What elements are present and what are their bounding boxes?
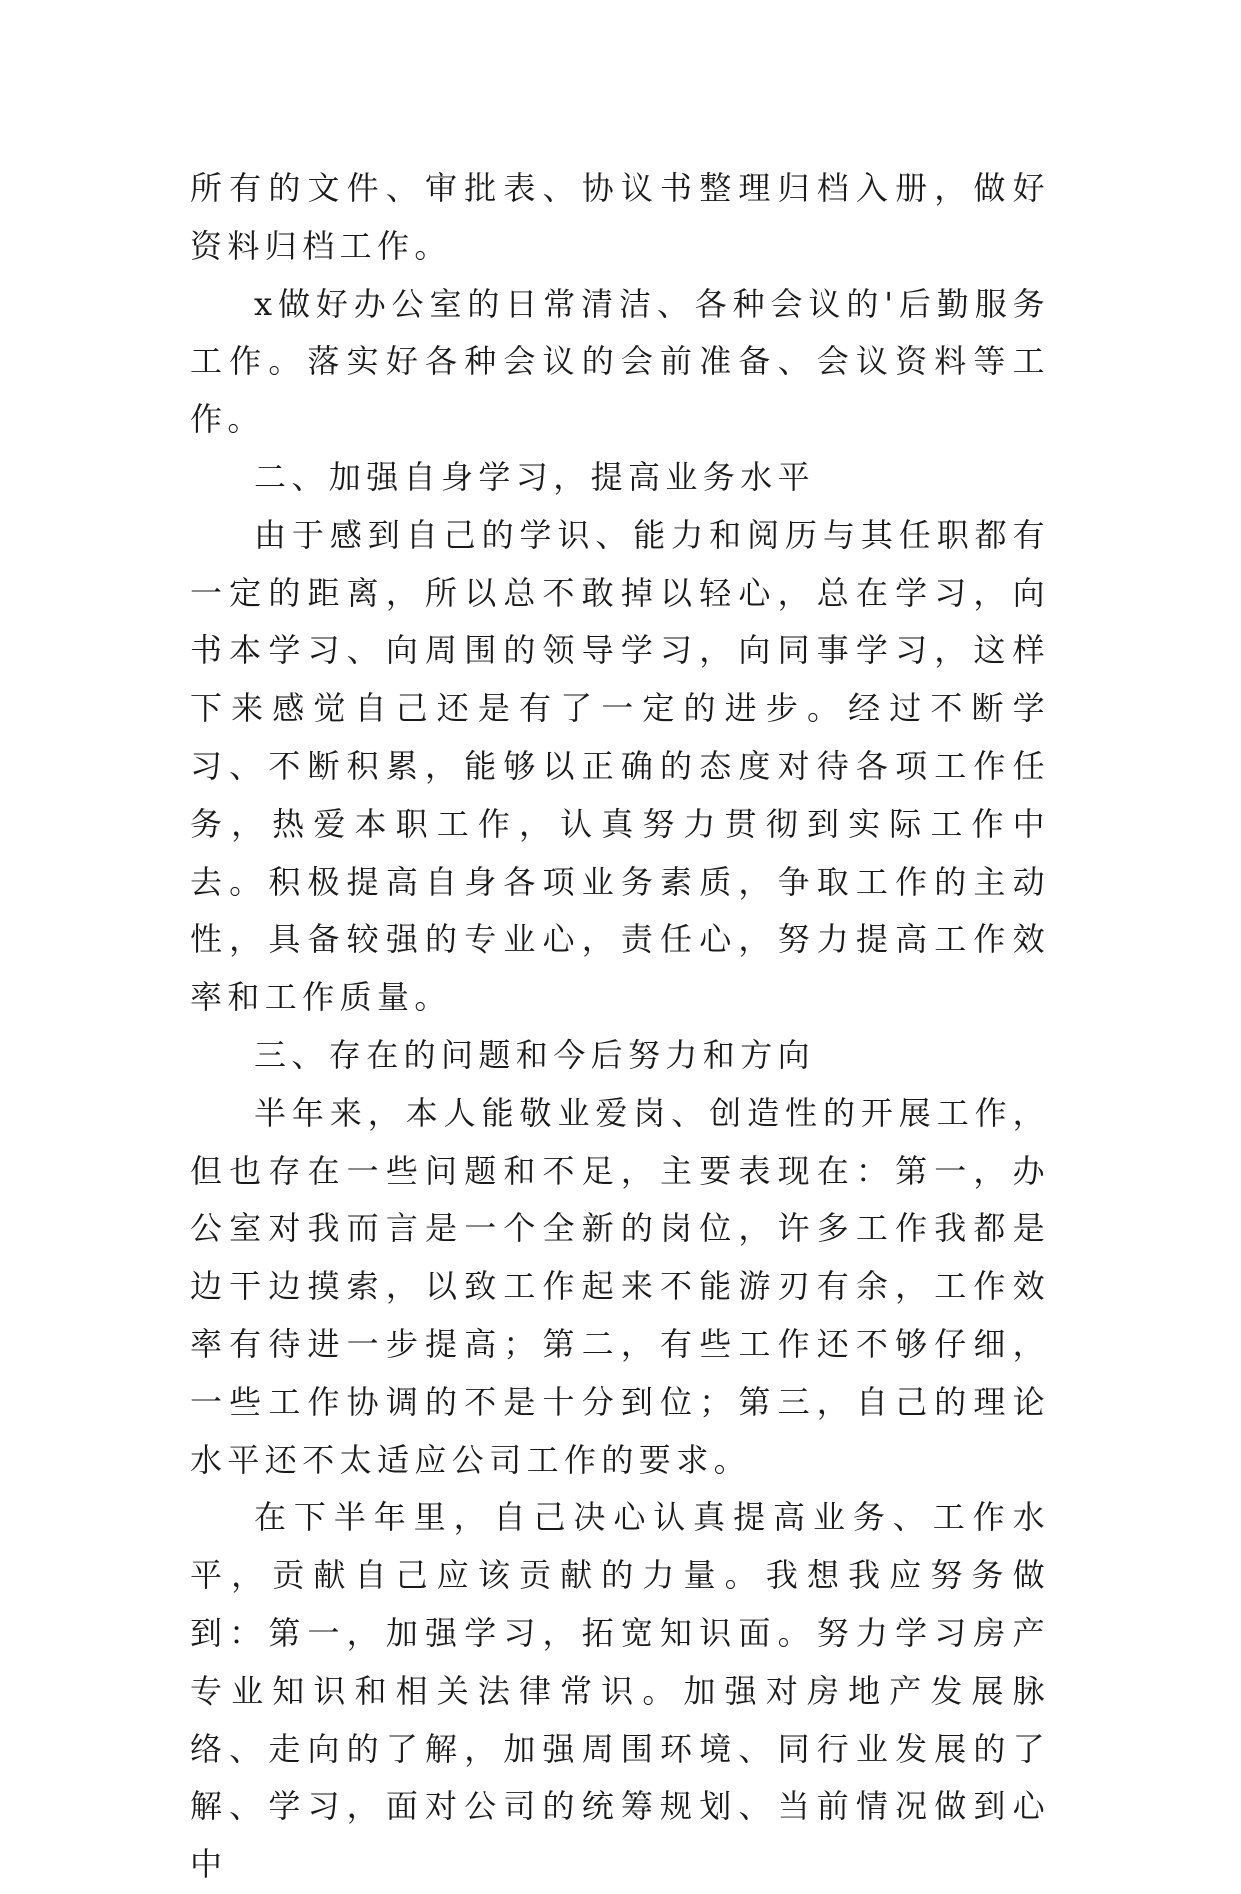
document-body xyxy=(190,160,1050,1894)
section-heading-3: 三、存在的问题和今后努力和方向 xyxy=(254,1035,816,1074)
section-heading-2: 二、加强自身学习，提高业务水平 xyxy=(254,457,816,496)
paragraph-future-plan: 在下半年里，自己决心认真提高业务、工作水平，贡献自己应该贡献的力量。我想我应努务做到：第一，加强学习，拓宽知识面。努力学习房产专业知识和相关法律常识。加强对房地产发展脉络、走向的了解，加强周围环境、同行业发展的了解、学习，面对公司的统筹规划、当前情况做到心中 xyxy=(190,1498,1050,1884)
paragraph-office-service: x做好办公室的日常清洁、各种会议的'后勤服务工作。落实好各种会议的会前准备、会议资料等工作。 xyxy=(190,284,1050,439)
paragraph-continuation: 所有的文件、审批表、协议书整理归档入册，做好资料归档工作。 xyxy=(190,169,1050,265)
paragraph-self-study: 由于感到自己的学识、能力和阅历与其任职都有一定的距离，所以总不敢掉以轻心，总在学习，向书本学习、向周围的领导学习，向同事学习，这样下来感觉自己还是有了一定的进步。经过不断学习、不断积累，能够以正确的态度对待各项工作任务，热爱本职工作，认真努力贯彻到实际工作中去。积极提高自身各项业务素质，争取工作的主动性，具备较强的专业心，责任心，努力提高工作效率和工作质量。 xyxy=(190,515,1050,1017)
paragraph-problems: 半年来，本人能敬业爱岗、创造性的开展工作，但也存在一些问题和不足，主要表现在：第一，办公室对我而言是一个全新的岗位，许多工作我都是边干边摸索，以致工作起来不能游刃有余，工作效率有待进一步提高；第二，有些工作还不够仔细，一些工作协调的不是十分到位；第三，自己的理论水平还不太适应公司工作的要求。 xyxy=(190,1093,1050,1479)
